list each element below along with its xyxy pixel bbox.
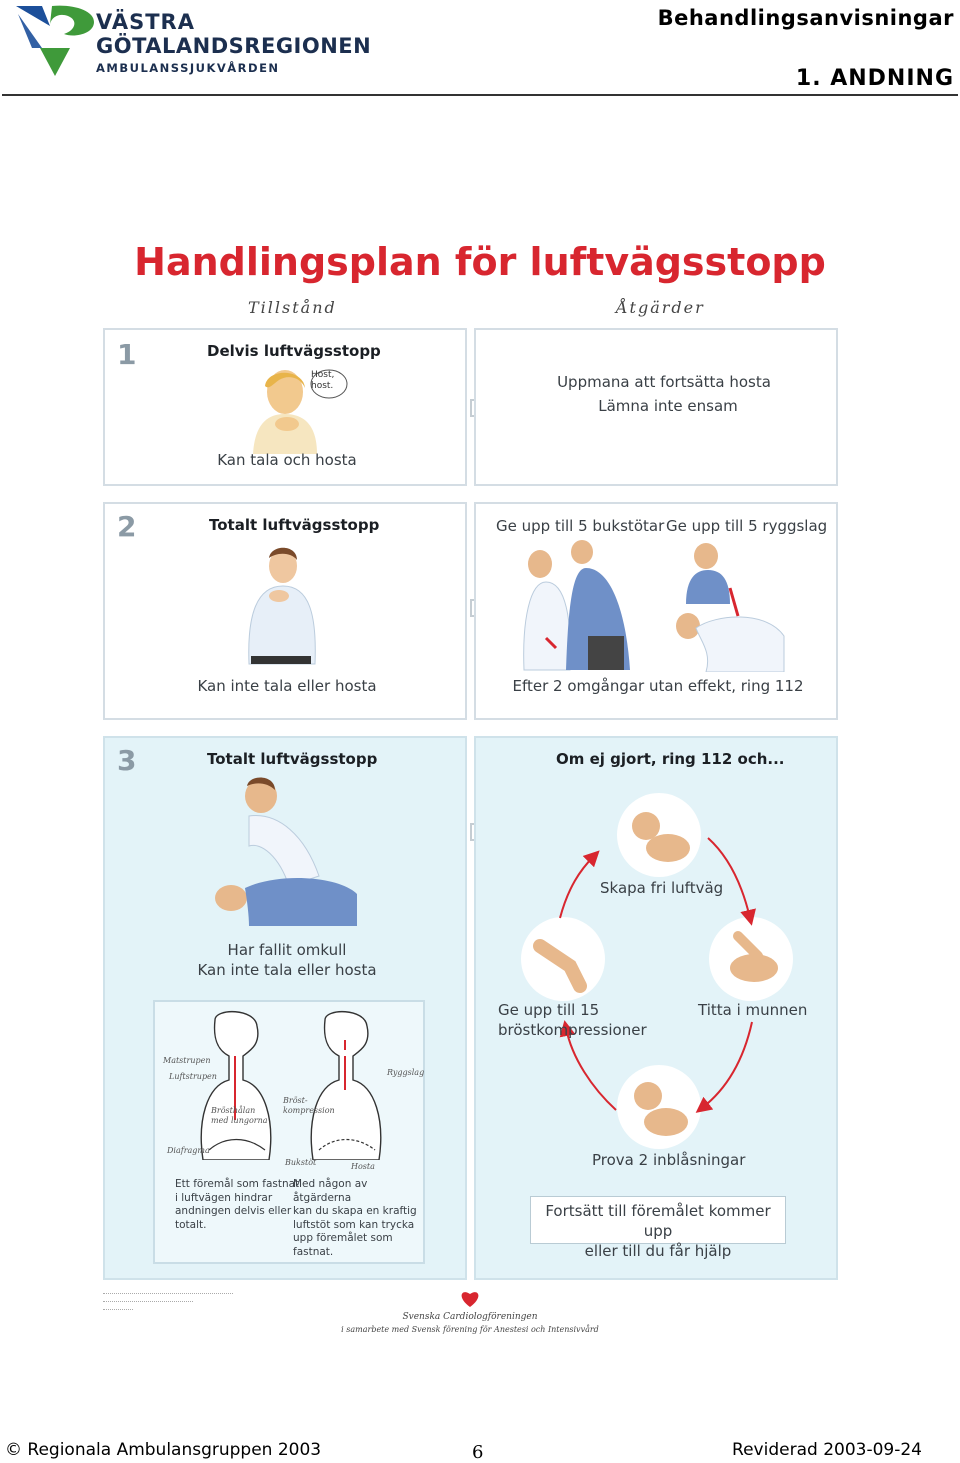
credits-org-sub: i samarbete med Svensk förening för Anestesi och Intensivvård [341,1325,599,1334]
label-luftstrupen: Luftstrupen [169,1072,217,1081]
label-brosthalan: Brösthålan [211,1106,256,1115]
step2-action-back-blows: Ge upp till 5 ryggslag [666,517,828,535]
diagram-text-right-line: luftstöt som kan trycka [293,1218,415,1231]
logo-line2: GÖTALANDSREGIONEN [96,34,372,58]
diagram-text-left-line: andningen delvis eller [175,1205,292,1217]
label-hosta: Hosta [351,1162,375,1171]
step3-caption-line2: Kan inte tala eller hosta [197,961,377,979]
step3-condition-panel [103,736,467,1280]
cycle-step-compressions-line2: bröstkompressioner [498,1021,647,1039]
logo-line1: VÄSTRA [96,10,195,34]
step3-number: 3 [117,744,137,777]
diagram-text-left-line: Ett föremål som fastnat [175,1178,300,1190]
step1-action2: Lämna inte ensam [598,397,738,415]
diagram-text-right [293,1178,423,1259]
diagram-text-left-line: totalt. [175,1218,207,1231]
back-blow-illustration-icon [666,540,796,672]
airway-anatomy-right-icon [305,1010,385,1160]
continue-line1: Fortsätt till föremålet kommer upp [545,1202,771,1240]
step2-actions-panel [474,502,838,720]
label-chest-compression: Bröst- [283,1096,308,1105]
step3-heading: Totalt luftvägsstopp [207,750,378,768]
bubble-line1: Host, [311,370,335,380]
step1-number: 1 [117,338,137,371]
diagram-text-right-line: Med någon av åtgärderna [293,1178,368,1204]
label-diafragma: Diafragma [167,1146,210,1155]
step2-number: 2 [117,510,137,543]
step1-condition-panel [103,328,467,486]
airway-anatomy-left-icon [195,1010,275,1160]
label-ryggslag: Ryggslag [387,1068,425,1077]
cycle-step-breaths: Prova 2 inblåsningar [592,1151,746,1169]
label-matstrupen: Matstrupen [163,1056,211,1065]
label-chest-compression-sub: kompression [283,1106,335,1115]
logo-emblem-icon [12,4,96,80]
step1-bubble [311,370,334,392]
step1-actions-panel [474,328,838,486]
step2-action-abdominal: Ge upp till 5 bukstötar [496,517,665,535]
step1-heading: Delvis luftvägsstopp [207,342,381,360]
step2-heading: Totalt luftvägsstopp [209,516,380,534]
continue-box [530,1196,786,1260]
diagram-text-right-line: kan du skapa en kraftig [293,1205,417,1217]
heart-logo-icon [460,1290,480,1308]
step1-action1: Uppmana att fortsätta hosta [557,373,771,391]
document-title: Behandlingsanvisningar [657,6,954,30]
step2-action-note: Efter 2 omgångar utan effekt, ring 112 [512,677,804,695]
credits-org: Svenska Cardiologföreningen [402,1312,538,1322]
cycle-step-compressions-line1: Ge upp till 15 [498,1001,600,1019]
cycle-step-check-mouth: Titta i munnen [698,1001,808,1019]
label-brosthalan-sub: med lungorna [211,1116,268,1125]
step1-caption: Kan tala och hosta [217,451,357,469]
label-bukstot: Bukstöt [285,1158,317,1167]
coughing-woman-illustration-icon [245,364,355,454]
diagram-text-right-line: upp föremålet som fastnat. [293,1232,393,1258]
abdominal-thrust-illustration-icon [516,540,646,672]
poster-title: Handlingsplan för luftvägsstopp [134,240,826,284]
footer-copyright: © Regionala Ambulansgruppen 2003 [5,1440,322,1460]
column-heading-actions: Åtgärder [616,298,705,317]
logo-line3: AMBULANSSJUKVÅRDEN [96,61,280,75]
diagram-text-left [175,1178,299,1232]
step2-condition-panel [103,502,467,720]
column-heading-condition: Tillstånd [248,298,337,317]
continue-line2: eller till du får hjälp [584,1242,732,1260]
step3-caption-line1: Har fallit omkull [227,941,347,959]
cycle-step-open-airway: Skapa fri luftväg [600,879,724,897]
unconscious-person-illustration-icon [209,776,359,936]
step3-action-heading: Om ej gjort, ring 112 och... [556,750,785,768]
choking-man-illustration-icon [235,544,325,674]
chapter-heading: 1. ANDNING [795,66,954,91]
step3-actions-panel [474,736,838,1280]
footer-revised-date: Reviderad 2003-09-24 [732,1440,922,1460]
header-divider [2,94,958,96]
airway-diagram [153,1000,425,1264]
step2-caption: Kan inte tala eller hosta [197,677,377,695]
bubble-line2: host. [311,381,334,391]
page-number: 6 [472,1442,484,1463]
diagram-text-left-line: i luftvägen hindrar [175,1191,273,1204]
region-logo [12,4,372,80]
